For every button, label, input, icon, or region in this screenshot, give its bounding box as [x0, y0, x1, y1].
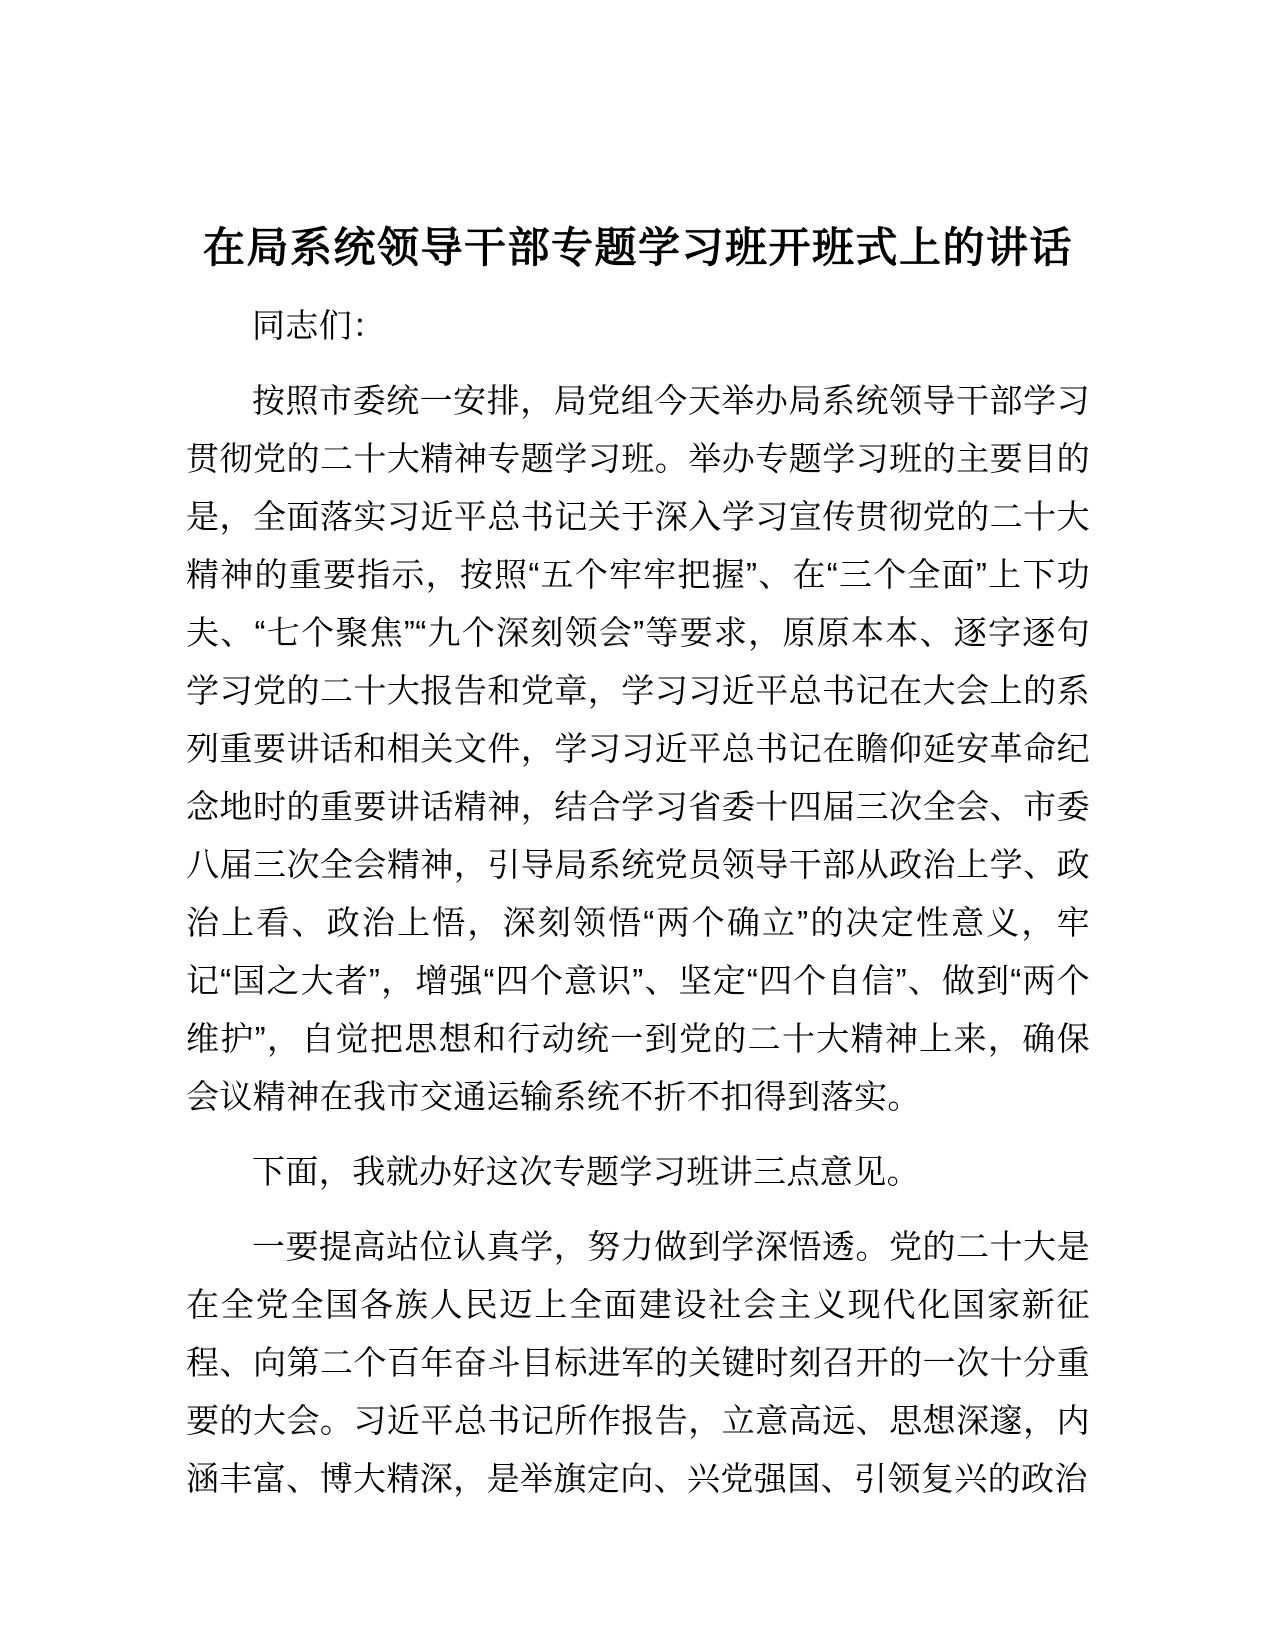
document-body [186, 222, 1090, 1508]
paragraph-point-one: 一要提高站位认真学，努力做到学深悟透。党的二十大是在全党全国各族人民迈上全面建设社会主义现代化国家新征程、向第二个百年奋斗目标进军的关键时刻召开的一次十分重要的大会。习近平总书记所作报告，立意高远、思想深邃，内涵丰富、博大精深，是举旗定向、兴党强国、引领复兴的政治 [186, 1228, 1090, 1497]
paragraph-salutation: 同志们： [252, 307, 386, 344]
paragraph-intro: 按照市委统一安排，局党组今天举办局系统领导干部学习贯彻党的二十大精神专题学习班。举办专题学习班的主要目的是，全面落实习近平总书记关于深入学习宣传贯彻党的二十大精神的重要指示，按照“五个牢牢把握”、在“三个全面”上下功夫、“七个聚焦”“九个深刻领会”等要求，原原本本、逐字逐句学习党的二十大报告和党章，学习习近平总书记在大会上的系列重要讲话和相关文件，学习习近平总书记在瞻仰延安革命纪念地时的重要讲话精神，结合学习省委十四届三次全会、市委八届三次全会精神，引导局系统党员领导干部从政治上学、政治上看、政治上悟，深刻领悟“两个确立”的决定性意义，牢记“国之大者”，增强“四个意识”、坚定“四个自信”、做到“两个维护”，自觉把思想和行动统一到党的二十大精神上来，确保会议精神在我市交通运输系统不折不扣得到落实。 [186, 382, 1090, 1115]
paragraph-transition: 下面，我就办好这次专题学习班讲三点意见。 [252, 1153, 920, 1190]
document-title: 在局系统领导干部专题学习班开班式上的讲话 [202, 224, 1073, 271]
